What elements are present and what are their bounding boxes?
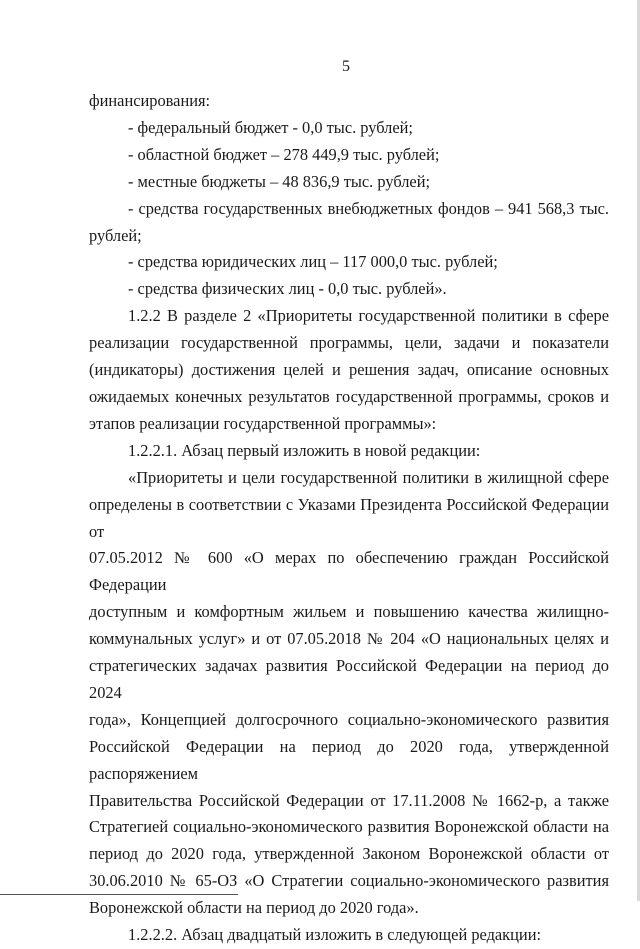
text-line: доступным и комфортным жильем и повышению качества жилищно-	[89, 602, 609, 622]
footer-rule	[0, 894, 238, 895]
text-line: этапов реализации государственной программы»:	[89, 413, 437, 433]
text-line: года», Концепцией долгосрочного социально-экономического развития	[89, 709, 609, 729]
text-line: 1.2.2.1. Абзац первый изложить в новой редакции:	[128, 440, 481, 460]
text-line: - средства юридических лиц – 117 000,0 тыс. рублей;	[128, 252, 498, 272]
text-line: Воронежской области на период до 2020 года».	[89, 898, 419, 918]
text-line: - местные бюджеты – 48 836,9 тыс. рублей;	[128, 171, 431, 191]
text-line: 07.05.2012 № 600 «О мерах по обеспечению граждан Российской Федерации	[89, 548, 609, 595]
text-line: Стратегией социально-экономического развития Воронежской области на	[89, 817, 609, 837]
page-number: 5	[342, 58, 350, 75]
text-line: финансирования:	[89, 91, 211, 110]
text-line: 30.06.2010 № 65-ОЗ «О Стратегии социально-экономического развития	[89, 871, 609, 891]
text-line: 1.2.2.2. Абзац двадцатый изложить в следующей редакции:	[128, 925, 542, 945]
text-line: ожидаемых конечных результатов государственной программы, сроков и	[89, 386, 609, 406]
text-line: Правительства Российской Федерации от 17.11.2008 № 1662-р, а также	[89, 790, 609, 810]
text-line: «Приоритеты и цели государственной политики в жилищной сфере	[128, 467, 609, 487]
text-line: - средства государственных внебюджетных фондов – 941 568,3 тыс.	[128, 198, 609, 218]
text-line: коммунальных услуг» и от 07.05.2018 № 204 «О национальных целях и	[89, 629, 609, 649]
text-line: определены в соответствии с Указами Президента Российской Федерации от	[89, 494, 609, 541]
text-line: реализации государственной программы, цели, задачи и показатели	[89, 333, 609, 353]
text-line: - средства физических лиц - 0,0 тыс. рублей».	[128, 279, 447, 299]
text-line: (индикаторы) достижения целей и решения задач, описание основных	[89, 360, 609, 380]
text-line: рублей;	[89, 225, 142, 245]
text-line: Российской Федерации на период до 2020 года, утвержденной распоряжением	[89, 736, 609, 783]
text-line: 1.2.2 В разделе 2 «Приоритеты государственной политики в сфере	[128, 306, 609, 326]
text-line: - федеральный бюджет - 0,0 тыс. рублей;	[128, 117, 413, 137]
text-line: период до 2020 года, утвержденной Законом Воронежской области от	[89, 844, 609, 864]
document-body	[89, 88, 609, 949]
text-line: - областной бюджет – 278 449,9 тыс. рублей;	[128, 144, 440, 164]
text-line: стратегических задачах развития Российской Федерации на период до 2024	[89, 656, 609, 702]
